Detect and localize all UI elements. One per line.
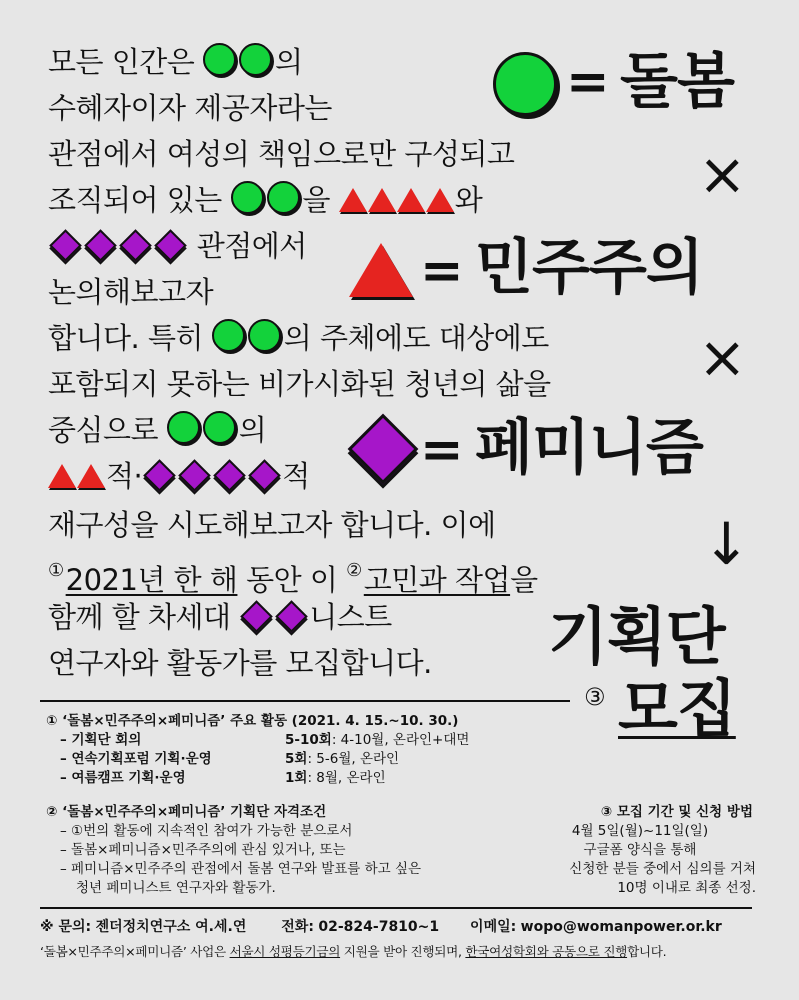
diamond-icon <box>154 229 187 262</box>
body-line-2 <box>48 88 332 128</box>
note-text: ‘돌봄×민주주의×페미니즘’ 사업은 <box>40 944 230 959</box>
body-text: 연구자와 활동가를 모집합니다. <box>48 646 432 680</box>
contact-label: ※ 문의: <box>40 919 92 935</box>
triangle-icon <box>397 188 425 212</box>
body-text: 의 주체에도 대상에도 <box>283 321 549 355</box>
body-text: 포함되지 못하는 비가시화된 청년의 삶을 <box>48 367 551 401</box>
times-sign: × <box>698 323 747 391</box>
note-text: 지원을 받아 진행되며, <box>340 944 466 959</box>
body-text: 적 <box>282 459 310 493</box>
underlined-text: 2021년 한 해 <box>65 563 238 597</box>
body-text: 을 <box>302 183 339 217</box>
body-text: 적· <box>106 459 143 493</box>
body-text: 함께 할 차세대 <box>48 600 240 634</box>
body-line-8 <box>48 364 551 404</box>
org-name: 젠더정치연구소 여.세.연 <box>95 919 247 935</box>
body-line-7 <box>48 318 549 358</box>
list-item: 청년 페미니스트 연구자와 활동가. <box>76 880 276 896</box>
diamond-icon <box>213 459 246 492</box>
diamond-icon <box>49 229 82 262</box>
body-line-14 <box>48 643 432 683</box>
item-count: 5회 <box>285 751 308 767</box>
circle-icon <box>239 43 272 76</box>
body-text: 을 <box>510 563 538 597</box>
body-text: 수혜자이자 제공자라는 <box>48 91 332 125</box>
item-detail: : 8월, 온라인 <box>307 770 386 786</box>
list-item: – 돌봄×페미니즘×민주주의에 관심 있거나, 또는 <box>60 842 346 858</box>
footer-note <box>40 942 666 961</box>
info-line: 신청한 분들 중에서 심의를 거쳐 <box>569 861 756 877</box>
phone-label: 전화: <box>281 919 314 935</box>
body-text: 관점에서 여성의 책임으로만 구성되고 <box>48 137 515 171</box>
circle-icon <box>267 181 300 214</box>
diamond-icon <box>119 229 152 262</box>
section1-title: ① ‘돌봄×민주주의×페미니즘’ 주요 활동 (2021. 4. 15.~10. 30.) <box>46 713 459 729</box>
circle-icon <box>248 319 281 352</box>
info-line: 4월 5일(월)~11일(일) <box>571 823 709 839</box>
footnote-marker: ① <box>48 560 64 581</box>
body-text: 동안 이 <box>237 563 347 597</box>
list-item: – 연속기획포럼 기획·운영 <box>60 751 212 767</box>
info-line: 구글폼 양식을 통해 <box>583 842 697 858</box>
body-text: 중심으로 <box>48 413 167 447</box>
triangle-icon <box>349 243 413 297</box>
diamond-icon <box>178 459 211 492</box>
list-item: – 여름캠프 기획·운영 <box>60 770 186 786</box>
triangle-icon <box>426 188 454 212</box>
body-line-3 <box>48 134 514 174</box>
section2-title: ② ‘돌봄×민주주의×페미니즘’ 기획단 자격조건 <box>46 804 327 820</box>
item-count: 5-10회 <box>285 732 332 748</box>
body-line-9 <box>48 410 266 450</box>
list-item: – ①번의 활동에 지속적인 참여가 가능한 분으로서 <box>60 823 353 839</box>
body-text: 니스트 <box>309 600 392 634</box>
body-text: 의 <box>275 45 303 79</box>
equals-sign: = <box>566 52 610 112</box>
body-text: 관점에서 <box>188 229 307 263</box>
email-link[interactable]: wopo@womanpower.or.kr <box>520 919 722 935</box>
diamond-icon <box>275 600 308 633</box>
triangle-icon <box>339 188 367 212</box>
body-line-5 <box>48 226 307 266</box>
list-item: – 페미니즘×민주주의 관점에서 돌봄 연구와 발표를 하고 싶은 <box>60 861 422 877</box>
underlined-text: 고민과 작업 <box>363 563 511 597</box>
equals-sign: = <box>420 241 464 301</box>
footer-contact <box>40 918 722 937</box>
body-line-6 <box>48 272 213 312</box>
triangle-icon <box>368 188 396 212</box>
info-line: 10명 이내로 최종 선정. <box>617 880 756 896</box>
divider <box>40 700 570 702</box>
diamond-icon <box>240 600 273 633</box>
triangle-icon <box>77 464 105 488</box>
circle-icon <box>203 43 236 76</box>
body-text: 재구성을 시도해보고자 합니다. 이에 <box>48 508 496 542</box>
body-text: 와 <box>454 183 483 217</box>
triangle-icon <box>48 464 76 488</box>
circle-icon <box>493 52 557 116</box>
note-text: 합니다. <box>627 944 667 959</box>
diamond-icon <box>143 459 176 492</box>
equals-sign: = <box>420 420 464 480</box>
item-detail: : 4-10월, 온라인+대면 <box>331 732 470 748</box>
circle-icon <box>231 181 264 214</box>
body-line-12 <box>48 551 538 600</box>
recruit-title: 모집 <box>618 672 736 745</box>
legend-feminism: 페미니즘 <box>475 413 703 483</box>
note-underlined: 서울시 성평등기금의 <box>229 944 341 959</box>
body-line-11 <box>48 505 496 545</box>
email-label: 이메일: <box>470 919 517 935</box>
times-sign: × <box>698 140 747 208</box>
list-item: – 기획단 회의 <box>60 732 142 748</box>
body-text: 모든 인간은 <box>48 45 204 79</box>
diamond-icon <box>248 459 281 492</box>
footnote-marker: ③ <box>584 683 606 711</box>
divider <box>40 907 752 909</box>
body-text: 논의해보고자 <box>48 275 214 309</box>
section3-title: ③ 모집 기간 및 신청 방법 <box>600 804 753 820</box>
phone-number[interactable]: 02-824-7810~1 <box>318 919 440 935</box>
circle-icon <box>203 411 236 444</box>
footnote-marker: ② <box>346 560 362 581</box>
legend-democracy: 민주주의 <box>475 233 703 303</box>
body-line-4 <box>48 180 482 220</box>
note-underlined: 한국여성학회와 공동으로 진행 <box>465 944 628 959</box>
recruit-title: 기획단 <box>548 600 725 673</box>
circle-icon <box>167 411 200 444</box>
body-line-10 <box>48 456 310 496</box>
item-detail: : 5-6월, 온라인 <box>307 751 400 767</box>
body-text: 조직되어 있는 <box>48 183 231 217</box>
body-text: 의 <box>238 413 267 447</box>
body-text: 합니다. 특히 <box>48 321 212 355</box>
body-line-1 <box>48 42 303 82</box>
item-count: 1회 <box>285 770 308 786</box>
body-line-13 <box>48 597 392 637</box>
legend-care: 돌봄 <box>620 47 734 117</box>
circle-icon <box>212 319 245 352</box>
down-arrow-icon: ↓ <box>702 510 751 578</box>
diamond-icon <box>84 229 117 262</box>
diamond-icon <box>348 414 419 485</box>
